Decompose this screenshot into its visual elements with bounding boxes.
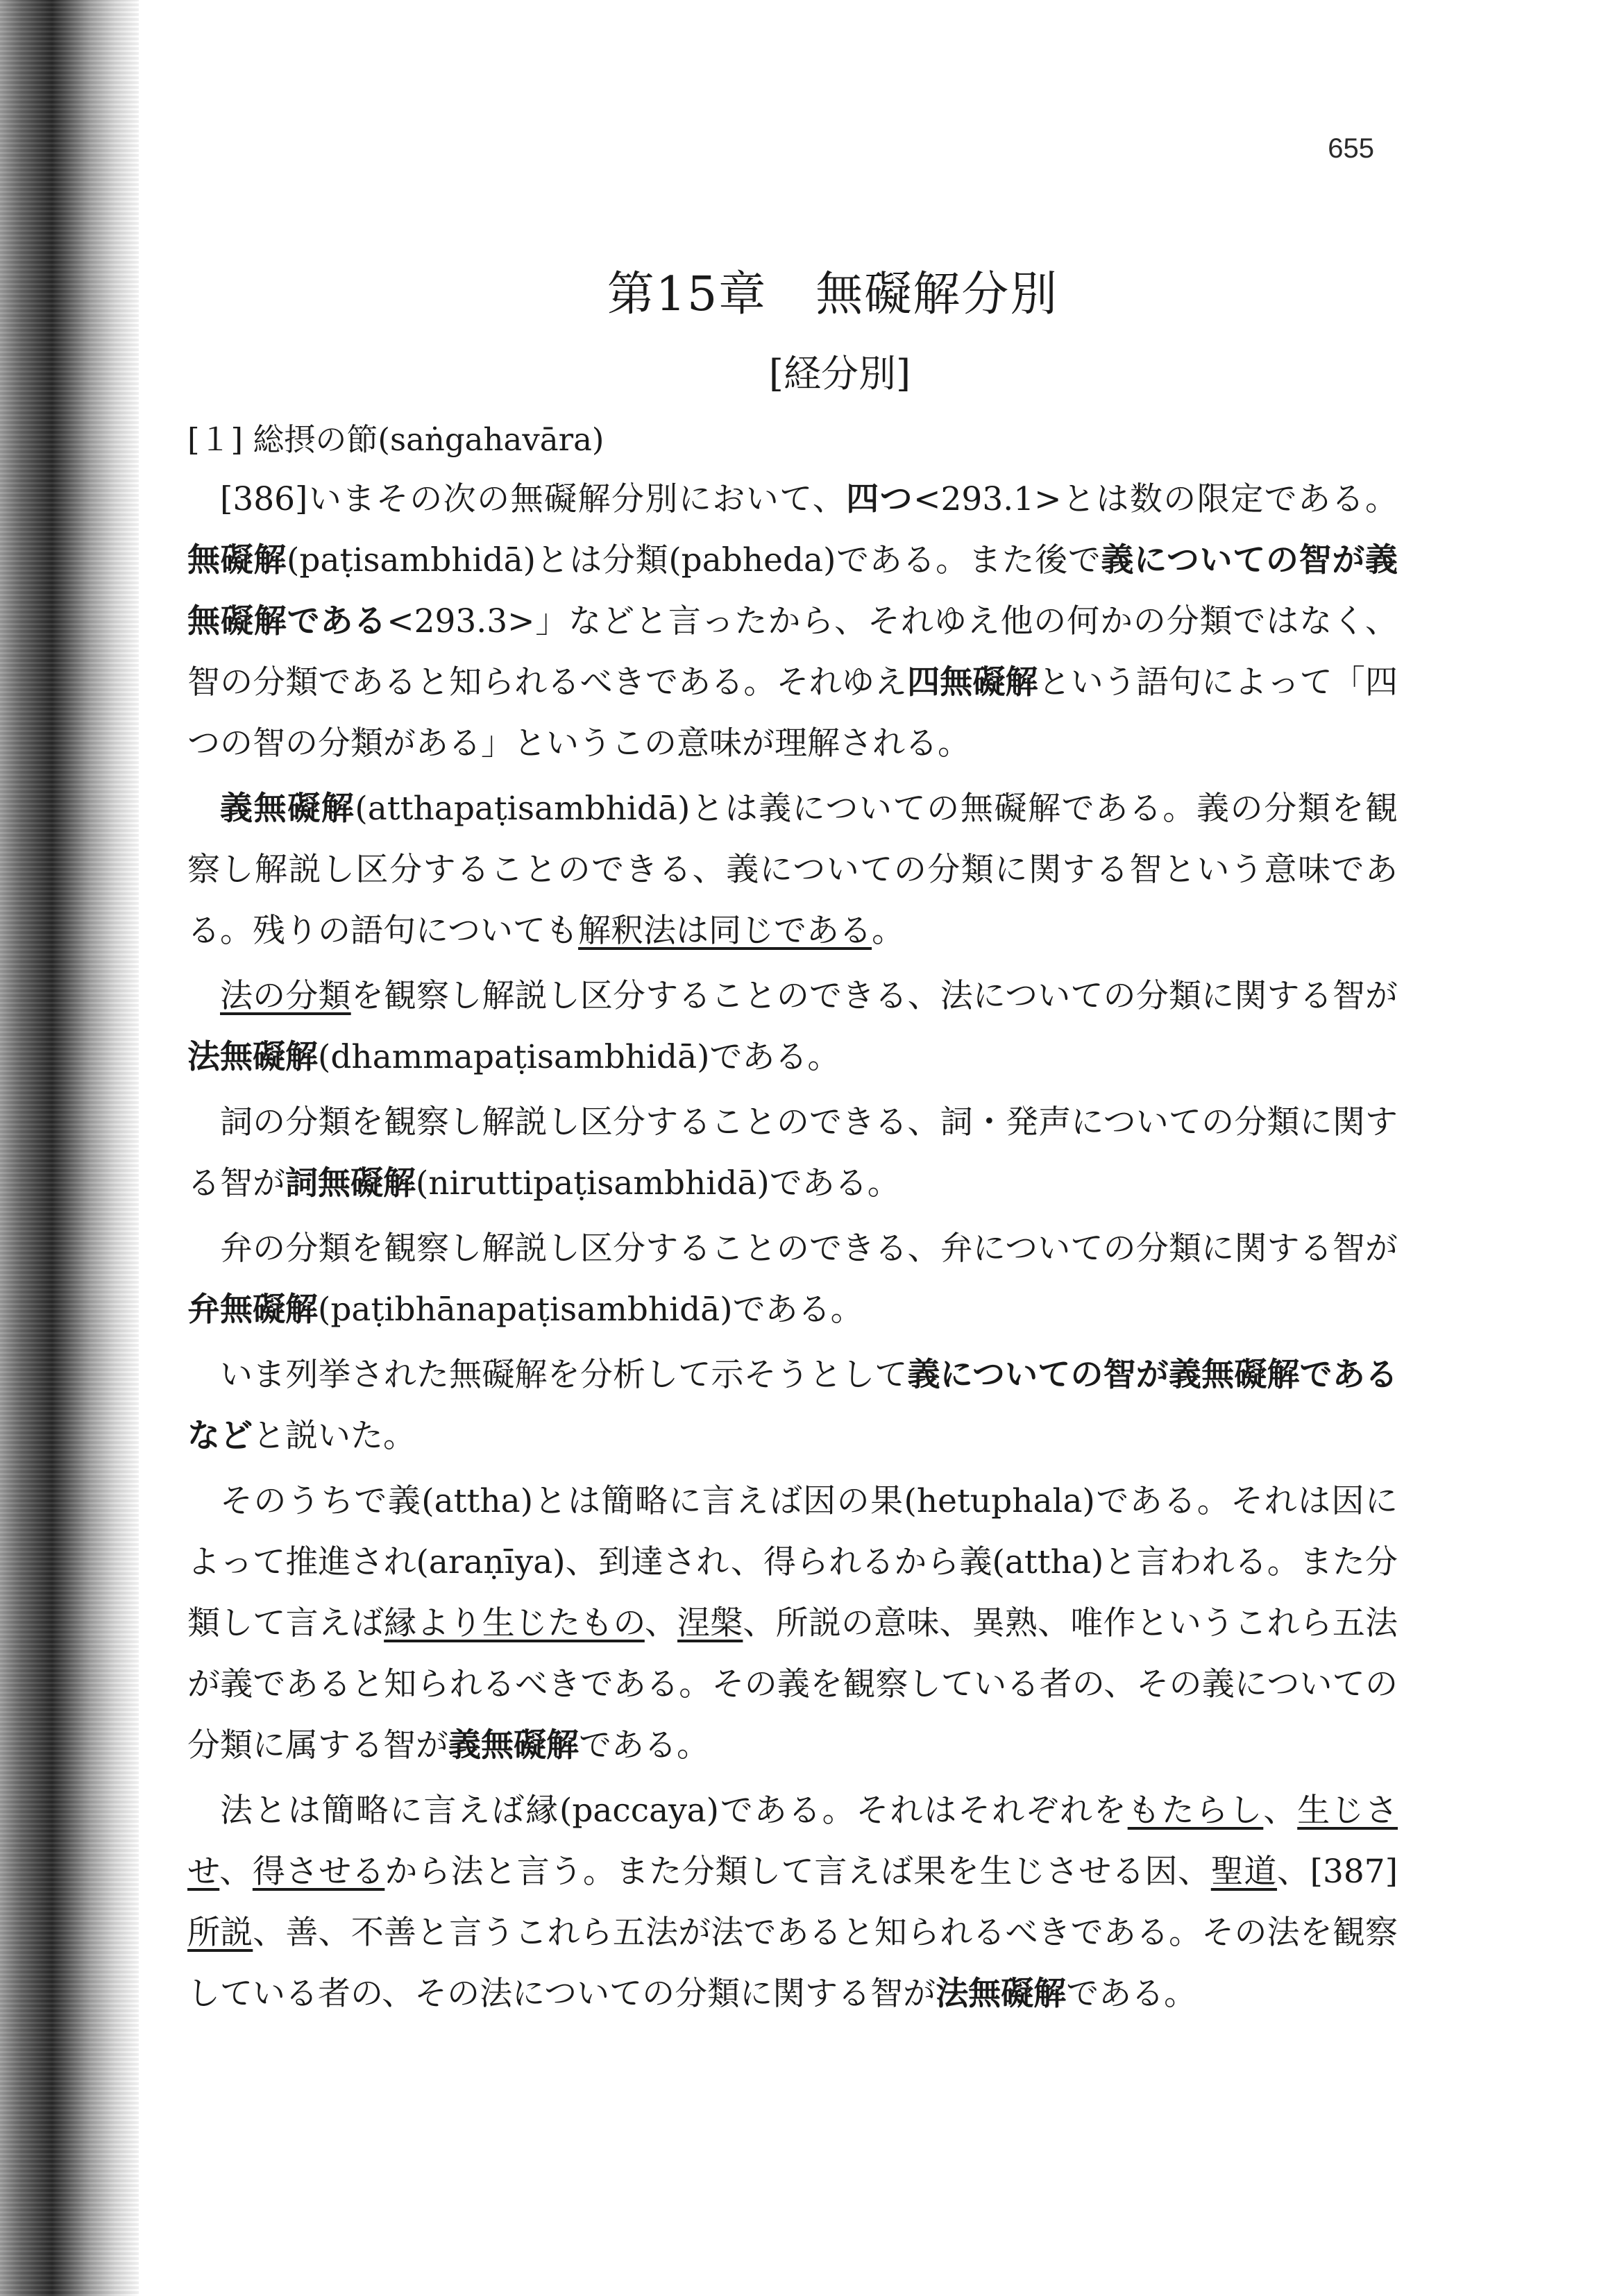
- underlined-phrase: 解釈法は同じである: [578, 912, 872, 950]
- paragraph: [187, 779, 1402, 962]
- text-run: を観察し解説し区分することのできる、法についての分類に関する智が: [350, 977, 1398, 1015]
- underlined-phrase: 縁より生じたもの: [384, 1604, 645, 1642]
- text-run: (dhammapaṭisambhidā)である。: [318, 1038, 840, 1076]
- bold-term: 弁無礙解: [187, 1291, 318, 1329]
- scan-binding-texture: [0, 0, 139, 2296]
- subsection-heading: [１] 総摂の節(saṅgahavāra): [187, 421, 604, 458]
- bold-term: 四無礙解: [907, 663, 1038, 701]
- paragraph: [187, 469, 1402, 774]
- text-run: 。: [872, 912, 905, 950]
- text-run: (paṭibhānapaṭisambhidā)である。: [318, 1291, 863, 1329]
- bold-term: 義についての智が義無礙解であるなど: [187, 1356, 1398, 1455]
- underlined-phrase: 生じさせ: [187, 1792, 1398, 1891]
- bold-term: 義無礙解: [220, 790, 355, 828]
- text-run: 法とは簡略に言えば縁(paccaya)である。それはそれぞれを: [220, 1792, 1128, 1830]
- text-run: <293.1>とは数の限定である。: [913, 480, 1398, 518]
- paragraph: [187, 1218, 1402, 1341]
- text-run: そのうちで義(attha)とは簡略に言えば因の果(hetuphala)である。それは因によって推進され(araṇīya)、到達され、得られるから義(attha)と言われる。また分類して言えば: [187, 1482, 1398, 1642]
- underlined-phrase: 得させる: [252, 1853, 385, 1891]
- text-run: (paṭisambhidā)とは分類(pabheda)である。また後で: [287, 541, 1101, 579]
- text-run: 、: [1277, 1853, 1310, 1891]
- text-run: いま列挙された無礙解を分析して示そうとして: [220, 1356, 908, 1394]
- bold-term: 無礙解: [187, 541, 287, 579]
- underlined-phrase: 涅槃: [677, 1604, 743, 1642]
- page-number: 655: [1328, 133, 1374, 164]
- underlined-phrase: 法の分類: [220, 977, 351, 1015]
- text-run: である。: [579, 1726, 709, 1764]
- bold-term: 義無礙解: [448, 1726, 579, 1764]
- text-run: と説いた。: [253, 1417, 416, 1455]
- page-reference: [386]: [220, 480, 308, 518]
- chapter-title: 第15章 無礙解分別: [607, 267, 1059, 322]
- text-run: 、: [644, 1604, 678, 1642]
- text-run: 、所説の意味、異熟、唯作というこれら五法が義であると知られるべきである。その義を観察している者の、その義についての分類に属する智が: [187, 1604, 1398, 1764]
- paragraph: [187, 1092, 1402, 1214]
- text-run: 、善、不善と言うこれら五法が法であると知られるべきである。その法を観察している者の、その法についての分類に関する智が: [187, 1914, 1398, 2013]
- paragraph: [187, 1780, 1402, 2025]
- underlined-phrase: 聖道: [1210, 1853, 1278, 1891]
- text-run: (atthapaṭisambhidā)とは義についての無礙解である。義の分類を観察し解説し区分することのできる、義についての分類に関する智という意味である。残りの語句についても: [187, 790, 1398, 950]
- text-body: [187, 414, 1402, 2029]
- bold-term: 四つ: [846, 480, 914, 518]
- section-title: [経分別]: [768, 352, 911, 396]
- paragraph: [187, 966, 1402, 1088]
- text-run: 、: [219, 1853, 253, 1891]
- text-run: という語句によって「四つの智の分類がある」というこの意味が理解される。: [187, 663, 1398, 763]
- paragraph-list: [187, 469, 1402, 2025]
- paragraph: [187, 1345, 1402, 1467]
- page-reference: [387]: [1310, 1853, 1398, 1891]
- text-run: (niruttipaṭisambhidā)である。: [416, 1164, 900, 1202]
- text-run: <293.3>」などと言ったから、それゆえ他の何かの分類ではなく、智の分類であると知られるべきである。それゆえ: [187, 602, 1398, 701]
- text-run: 弁の分類を観察し解説し区分することのできる、弁についての分類に関する智が: [220, 1230, 1398, 1268]
- text-run: いまその次の無礙解分別において、: [307, 480, 847, 518]
- underlined-phrase: 所説: [187, 1914, 253, 1952]
- text-run: から法と言う。また分類して言えば果を生じさせる因、: [384, 1853, 1211, 1891]
- paragraph: [187, 1471, 1402, 1776]
- bold-term: 法無礙解: [187, 1038, 318, 1076]
- text-run: 、: [1263, 1792, 1298, 1830]
- bold-term: 義についての智が義無礙解である: [187, 541, 1398, 640]
- underlined-phrase: もたらし: [1127, 1792, 1264, 1830]
- text-run: 詞の分類を観察し解説し区分することのできる、詞・発声についての分類に関する智が: [187, 1103, 1398, 1202]
- bold-term: 詞無礙解: [285, 1164, 416, 1202]
- bold-term: 法無礙解: [936, 1975, 1067, 2013]
- text-run: である。: [1066, 1975, 1197, 2013]
